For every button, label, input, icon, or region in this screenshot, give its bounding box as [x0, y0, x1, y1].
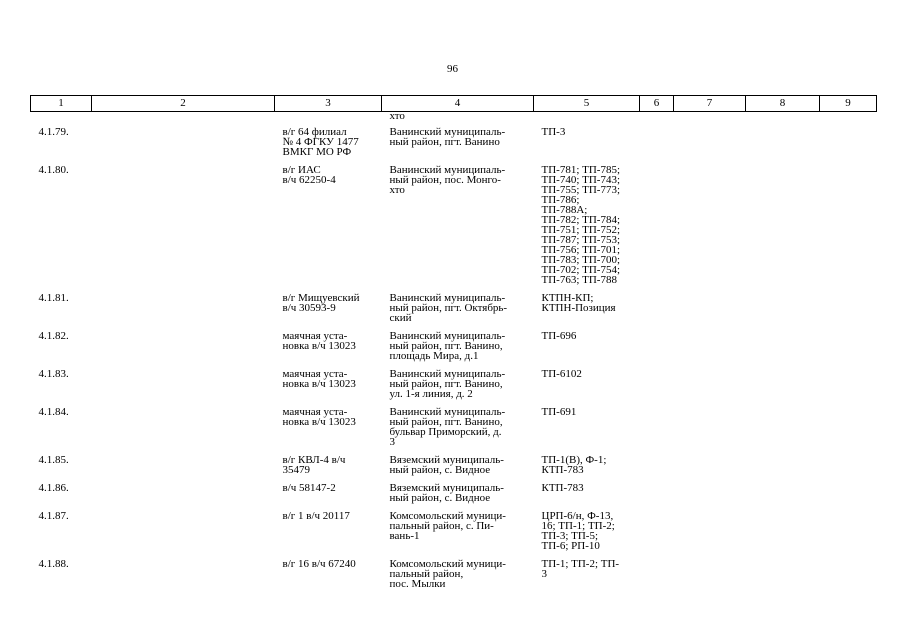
row-number: 4.1.82. — [38, 330, 69, 342]
table-row — [31, 477, 877, 505]
substations-cell: ТП-696 — [541, 330, 577, 342]
table-row — [31, 553, 877, 591]
location-cell: Комсомольский муници- пальный район, с. Пи- вань-1 — [389, 510, 506, 542]
consumer-cell: маячная уста- новка в/ч 13023 — [282, 330, 356, 352]
consumer-cell: в/г Мищуевский в/ч 30593-9 — [282, 292, 360, 314]
location-cell: Ванинский муниципаль- ный район, пгт. Октябрь- ский — [389, 292, 508, 324]
header-cell: 9 — [820, 96, 877, 112]
location-cell: Ванинский муниципаль- ный район, пгт. Ванино, бульвар Приморский, д. 3 — [389, 406, 506, 448]
consumer-cell: в/г КВЛ-4 в/ч 35479 — [282, 454, 346, 476]
substations-cell: ТП-691 — [541, 406, 577, 418]
row-number: 4.1.84. — [38, 406, 69, 418]
location-cell: Комсомольский муници- пальный район, пос. Мылки — [389, 558, 506, 590]
row-number: 4.1.86. — [38, 482, 69, 494]
header-row — [31, 96, 877, 112]
location-cell: Вяземский муниципаль- ный район, с. Видное — [389, 454, 504, 476]
substations-cell: ТП-3 — [541, 126, 566, 138]
continuation-row — [31, 112, 877, 122]
header-cell: 5 — [534, 96, 640, 112]
table-row — [31, 449, 877, 477]
header-cell: 2 — [92, 96, 275, 112]
substations-cell: ТП-1; ТП-2; ТП- 3 — [541, 558, 620, 580]
table-row — [31, 505, 877, 553]
consumer-cell: маячная уста- новка в/ч 13023 — [282, 368, 356, 390]
page-number: 96 — [447, 63, 458, 75]
header-cell: 8 — [746, 96, 820, 112]
table-row — [31, 121, 877, 159]
continuation-cell: хто — [389, 110, 405, 122]
row-number: 4.1.80. — [38, 164, 69, 176]
consumer-cell: в/ч 58147-2 — [282, 482, 336, 494]
substations-cell: КТП-783 — [541, 482, 584, 494]
row-number: 4.1.88. — [38, 558, 69, 570]
location-cell: Ванинский муниципаль- ный район, пгт. Ванино, площадь Мира, д.1 — [389, 330, 506, 362]
substations-cell: ТП-6102 — [541, 368, 582, 380]
table-row — [31, 287, 877, 325]
location-cell: Ванинский муниципаль- ный район, пгт. Ванино, ул. 1-я линия, д. 2 — [389, 368, 506, 400]
consumer-cell: в/г 1 в/ч 20117 — [282, 510, 350, 522]
location-cell: Ванинский муниципаль- ный район, пгт. Ванино — [389, 126, 506, 148]
substations-cell: КТПН-КП; КТПН-Позиция — [541, 292, 616, 314]
header-cell: 3 — [275, 96, 382, 112]
substations-cell: ТП-781; ТП-785; ТП-740; ТП-743; ТП-755; ТП-773; ТП-786; ТП-788А; ТП-782; ТП-784; ТП-751; ТП-752; ТП-787; ТП-753; ТП-756; ТП-701; ТП-783; ТП-700; ТП-702; ТП-754; ТП-763; ТП-788 — [541, 164, 621, 286]
data-table — [30, 95, 877, 591]
row-number: 4.1.79. — [38, 126, 69, 138]
table-row — [31, 159, 877, 287]
consumer-cell: в/г ИАС в/ч 62250-4 — [282, 164, 336, 186]
row-number: 4.1.83. — [38, 368, 69, 380]
row-number: 4.1.81. — [38, 292, 69, 304]
row-number: 4.1.87. — [38, 510, 69, 522]
consumer-cell: маячная уста- новка в/ч 13023 — [282, 406, 356, 428]
consumer-cell: в/г 16 в/ч 67240 — [282, 558, 356, 570]
consumer-cell: в/г 64 филиал № 4 ФГКУ 1477 ВМКГ МО РФ — [282, 126, 359, 158]
table-row — [31, 401, 877, 449]
table-row — [31, 363, 877, 401]
row-number: 4.1.85. — [38, 454, 69, 466]
substations-cell: ЦРП-6/н, Ф-13, 16; ТП-1; ТП-2; ТП-3; ТП-5; ТП-6; РП-10 — [541, 510, 615, 552]
location-cell: Ванинский муниципаль- ный район, пос. Монго- хто — [389, 164, 506, 196]
header-cell: 4 — [382, 96, 534, 112]
location-cell: Вяземский муниципаль- ный район, с. Видное — [389, 482, 504, 504]
table-row — [31, 325, 877, 363]
header-cell: 7 — [674, 96, 746, 112]
substations-cell: ТП-1(В), Ф-1; КТП-783 — [541, 454, 607, 476]
header-cell: 6 — [640, 96, 674, 112]
header-cell: 1 — [31, 96, 92, 112]
